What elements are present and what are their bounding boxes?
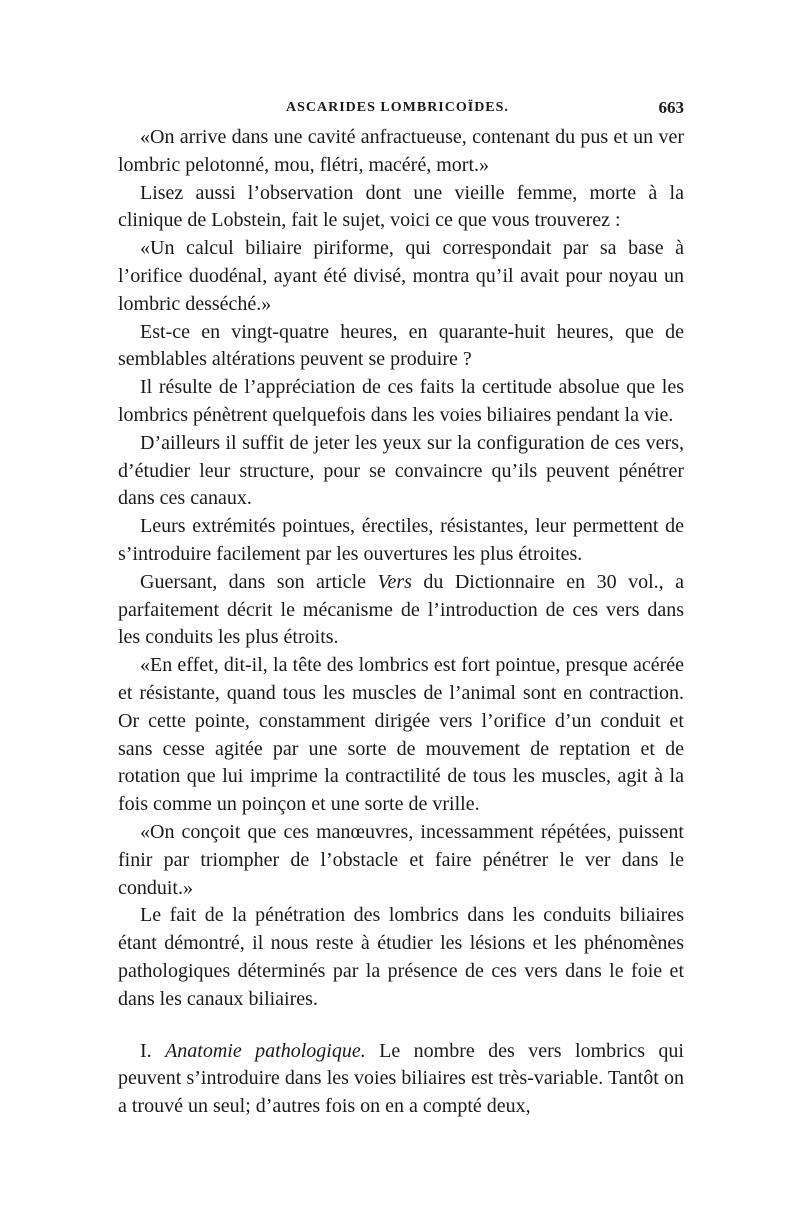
section-text: Le nombre des vers lombrics qui peuvent s’introduire dans les voies biliaires est très-variable. Tantôt on a trouvé un seul; d’autres fois on en a compté deux,	[118, 1039, 684, 1118]
paragraph: «Un calcul biliaire piriforme, qui correspondait par sa base à l’orifice duodénal, ayant été divisé, montra qu’il avait pour noyau un lombric desséché.»	[118, 237, 684, 315]
section-paragraph	[118, 1038, 684, 1121]
guersant-text-after: du Dictionnaire en 30 vol., a parfaitement décrit le mécanisme de l’introduction de ces vers dans les conduits les plus étroits.	[118, 570, 684, 649]
section-heading: Anatomie pathologique.	[165, 1039, 366, 1062]
paragraph: «On arrive dans une cavité anfractueuse, contenant du pus et un ver lombric pelotonné, mou, flétri, macéré, mort.»	[118, 126, 684, 176]
guersant-text-before: Guersant, dans son article	[140, 570, 378, 593]
paragraph: Il résulte de l’appréciation de ces faits la certitude absolue que les lombrics pénètrent quelquefois dans les voies biliaires pendant la vie.	[118, 376, 684, 426]
paragraph: Est-ce en vingt-quatre heures, en quarante-huit heures, que de semblables altérations peuvent se produire ?	[118, 320, 684, 371]
running-title: ASCARIDES LOMBRICOÏDES.	[286, 100, 509, 115]
paragraph: «En effet, dit-il, la tête des lombrics est fort pointue, presque acérée et résistante, quand tous les muscles de l’animal sont en contraction. Or cette pointe, constamment dirigée vers l’orifice d’un conduit et sans cesse agitée par une sorte de mouvement de reptation et de rotation que lui imprime la contractilité de tous les muscles, agit à la fois comme un poinçon et une sorte de vrille.	[118, 654, 684, 816]
paragraph: «On conçoit que ces manœuvres, incessamment répétées, puissent finir par triompher de l’obstacle et faire pénétrer le ver dans le conduit.»	[118, 820, 684, 899]
paragraph: Le fait de la pénétration des lombrics dans les conduits biliaires étant démontré, il nous reste à étudier les lésions et les phénomènes pathologiques déterminés par la présence de ces vers dans le foie et dans les canaux biliaires.	[118, 904, 684, 1010]
page-number: 663	[658, 98, 684, 117]
body-text	[118, 124, 684, 1121]
paragraph-guersant	[118, 569, 684, 652]
book-page	[118, 94, 684, 1121]
paragraph: D’ailleurs il suffit de jeter les yeux sur la configuration de ces vers, d’étudier leur structure, pour se convaincre qu’ils peuvent pénétrer dans ces canaux.	[118, 431, 684, 510]
paragraph: Leurs extrémités pointues, érectiles, résistantes, leur permettent de s’introduire facilement par les ouvertures les plus étroites.	[118, 515, 684, 565]
italic-article-title: Vers	[377, 570, 412, 593]
section-number: I.	[140, 1039, 166, 1062]
page-header	[118, 94, 684, 124]
paragraph: Lisez aussi l’observation dont une vieille femme, morte à la clinique de Lobstein, fait le sujet, voici ce que vous trouverez :	[118, 181, 684, 232]
